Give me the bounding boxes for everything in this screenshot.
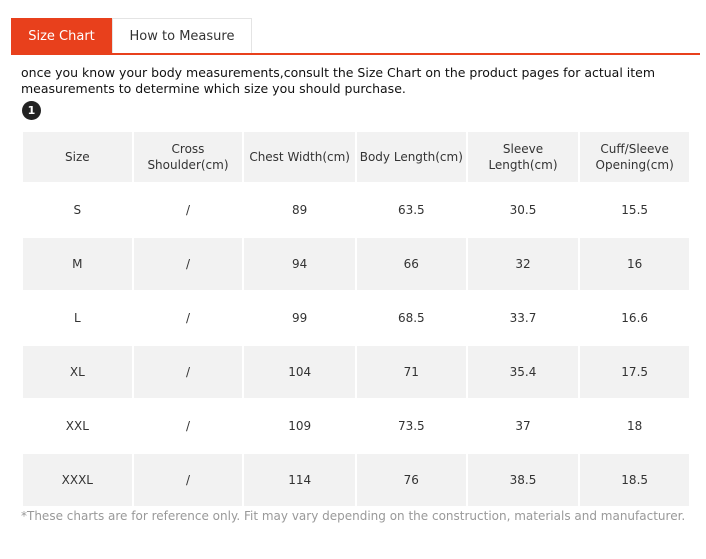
cell-cuff-opening: 15.5 [580, 184, 689, 236]
tab-underline [11, 53, 700, 55]
cell-size: XXXL [23, 454, 132, 506]
cell-sleeve-length: 38.5 [468, 454, 579, 506]
cell-sleeve-length: 32 [468, 238, 579, 290]
header-cross-shoulder: Cross Shoulder(cm) [134, 132, 243, 182]
tab-bar [11, 18, 252, 54]
header-size: Size [23, 132, 132, 182]
cell-chest-width: 99 [244, 292, 355, 344]
cell-cuff-opening: 16.6 [580, 292, 689, 344]
cell-cross-shoulder: / [134, 238, 243, 290]
step-number-badge: 1 [22, 101, 41, 120]
cell-cross-shoulder: / [134, 184, 243, 236]
cell-sleeve-length: 35.4 [468, 346, 579, 398]
cell-body-length: 71 [357, 346, 466, 398]
tab-how-to-measure[interactable]: How to Measure [112, 18, 252, 54]
table-row [23, 346, 689, 398]
header-body-length: Body Length(cm) [357, 132, 466, 182]
cell-cuff-opening: 18 [580, 400, 689, 452]
table-row [23, 184, 689, 236]
table-row [23, 454, 689, 506]
cell-cross-shoulder: / [134, 454, 243, 506]
intro-text: once you know your body measurements,consult the Size Chart on the product pages for actual item measurements to determine which size you should purchase. [21, 65, 656, 96]
table-row [23, 400, 689, 452]
cell-sleeve-length: 30.5 [468, 184, 579, 236]
cell-cuff-opening: 17.5 [580, 346, 689, 398]
tab-size-chart[interactable]: Size Chart [11, 18, 112, 54]
header-cuff-opening: Cuff/Sleeve Opening(cm) [580, 132, 689, 182]
table-row [23, 292, 689, 344]
cell-chest-width: 94 [244, 238, 355, 290]
header-sleeve-length: Sleeve Length(cm) [468, 132, 579, 182]
table-header-row [23, 132, 689, 182]
cell-cross-shoulder: / [134, 292, 243, 344]
cell-chest-width: 114 [244, 454, 355, 506]
size-chart-table [21, 130, 691, 508]
cell-size: M [23, 238, 132, 290]
cell-sleeve-length: 37 [468, 400, 579, 452]
cell-size: XL [23, 346, 132, 398]
cell-body-length: 68.5 [357, 292, 466, 344]
cell-size: XXL [23, 400, 132, 452]
cell-body-length: 63.5 [357, 184, 466, 236]
header-chest-width: Chest Width(cm) [244, 132, 355, 182]
cell-size: S [23, 184, 132, 236]
cell-cuff-opening: 16 [580, 238, 689, 290]
cell-body-length: 76 [357, 454, 466, 506]
cell-chest-width: 109 [244, 400, 355, 452]
disclaimer-footnote: *These charts are for reference only. Fit may vary depending on the construction, materials and manufacturer. [21, 509, 686, 523]
table-row [23, 238, 689, 290]
cell-cross-shoulder: / [134, 400, 243, 452]
cell-body-length: 73.5 [357, 400, 466, 452]
cell-body-length: 66 [357, 238, 466, 290]
cell-chest-width: 104 [244, 346, 355, 398]
cell-size: L [23, 292, 132, 344]
cell-cross-shoulder: / [134, 346, 243, 398]
cell-chest-width: 89 [244, 184, 355, 236]
cell-cuff-opening: 18.5 [580, 454, 689, 506]
cell-sleeve-length: 33.7 [468, 292, 579, 344]
